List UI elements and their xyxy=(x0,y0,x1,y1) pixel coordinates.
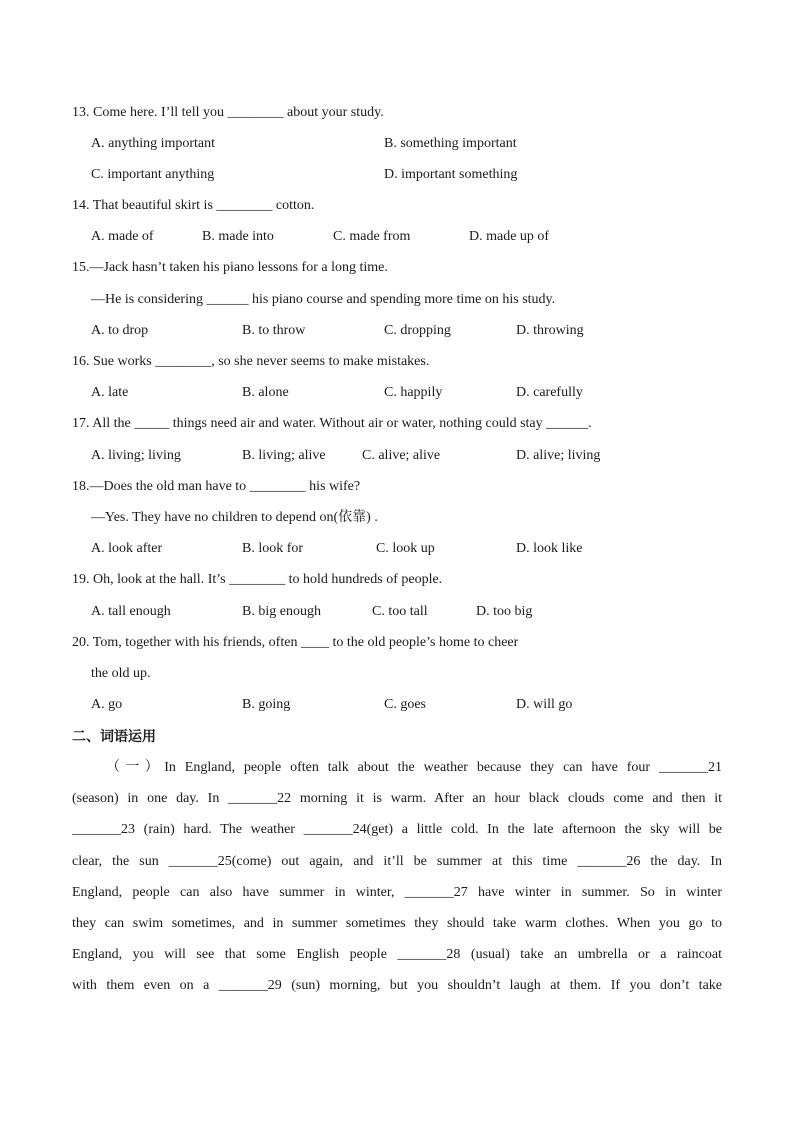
question-16-stem: 16. Sue works ________, so she never seems to make mistakes. xyxy=(72,354,430,369)
question-13-option-a: A. anything important xyxy=(91,136,216,151)
question-14-option-a: A. made of xyxy=(91,229,154,244)
question-13-option-d: D. important something xyxy=(384,167,518,182)
question-18-stem-line-2: —Yes. They have no children to depend on(依靠) . xyxy=(91,510,378,525)
question-16-option-a: A. late xyxy=(91,385,129,400)
question-16-option-b: B. alone xyxy=(242,385,289,400)
passage-line: _______23 (rain) hard. The weather _______24(get) a little cold. In the late afternoon the sky will be xyxy=(72,822,722,838)
question-15-option-a: A. to drop xyxy=(91,323,149,338)
question-15-option-b: B. to throw xyxy=(242,323,306,338)
question-19-stem: 19. Oh, look at the hall. It’s ________ to hold hundreds of people. xyxy=(72,572,443,587)
question-18-stem: 18.—Does the old man have to ________ his wife? xyxy=(72,479,361,494)
question-16-option-d: D. carefully xyxy=(516,385,583,400)
question-18-option-a: A. look after xyxy=(91,541,163,556)
question-18-option-d: D. look like xyxy=(516,541,583,556)
question-18-option-b: B. look for xyxy=(242,541,304,556)
question-19-option-b: B. big enough xyxy=(242,604,321,619)
question-15-stem: 15.—Jack hasn’t taken his piano lessons for a long time. xyxy=(72,260,388,275)
question-13-option-c: C. important anything xyxy=(91,167,215,182)
passage-line: （一）In England, people often talk about the weather because they can have four _______21 xyxy=(106,760,722,775)
passage-line: (season) in one day. In _______22 morning it is warm. After an hour black clouds come and then it xyxy=(72,791,722,807)
question-17-option-c: C. alive; alive xyxy=(362,448,441,463)
question-14-option-b: B. made into xyxy=(202,229,274,244)
question-13-option-b: B. something important xyxy=(384,136,517,151)
question-20-option-b: B. going xyxy=(242,697,291,712)
passage-line: clear, the sun _______25(come) out again, and it’ll be summer at this time _______26 the day. In xyxy=(72,853,722,869)
question-15-option-d: D. throwing xyxy=(516,323,584,338)
question-20-option-a: A. go xyxy=(91,697,123,712)
question-14-option-c: C. made from xyxy=(333,229,411,244)
question-15-stem-line-2: —He is considering ______ his piano course and spending more time on his study. xyxy=(91,292,556,307)
question-16-option-c: C. happily xyxy=(384,385,443,400)
passage-line: they can swim sometimes, and in summer sometimes they should take warm clothes. When you go to xyxy=(72,915,722,931)
question-19-option-d: D. too big xyxy=(476,604,533,619)
question-17-option-d: D. alive; living xyxy=(516,448,601,463)
question-20-stem: 20. Tom, together with his friends, often ____ to the old people’s home to cheer xyxy=(72,635,519,650)
section-2-title: 二、词语运用 xyxy=(72,729,156,745)
question-17-option-b: B. living; alive xyxy=(242,448,326,463)
question-17-stem: 17. All the _____ things need air and water. Without air or water, nothing could stay ______. xyxy=(72,416,592,431)
question-20-stem-line-2: the old up. xyxy=(91,666,151,681)
question-20-option-d: D. will go xyxy=(516,697,573,712)
question-13-stem: 13. Come here. I’ll tell you ________ about your study. xyxy=(72,105,384,120)
question-19-option-c: C. too tall xyxy=(372,604,428,619)
question-15-option-c: C. dropping xyxy=(384,323,451,338)
passage-line: with them even on a _______29 (sun) morning, but you shouldn’t laugh at them. If you don’t take xyxy=(72,978,722,994)
question-17-option-a: A. living; living xyxy=(91,448,181,463)
question-20-option-c: C. goes xyxy=(384,697,426,712)
passage-line: England, people can also have summer in winter, _______27 have winter in summer. So in winter xyxy=(72,884,722,900)
section-2-passage xyxy=(72,752,722,1002)
question-14-option-d: D. made up of xyxy=(469,229,550,244)
question-19-option-a: A. tall enough xyxy=(91,604,171,619)
passage-line: England, you will see that some English people _______28 (usual) take an umbrella or a raincoat xyxy=(72,947,722,963)
question-14-stem: 14. That beautiful skirt is ________ cotton. xyxy=(72,198,315,213)
question-18-option-c: C. look up xyxy=(376,541,435,556)
